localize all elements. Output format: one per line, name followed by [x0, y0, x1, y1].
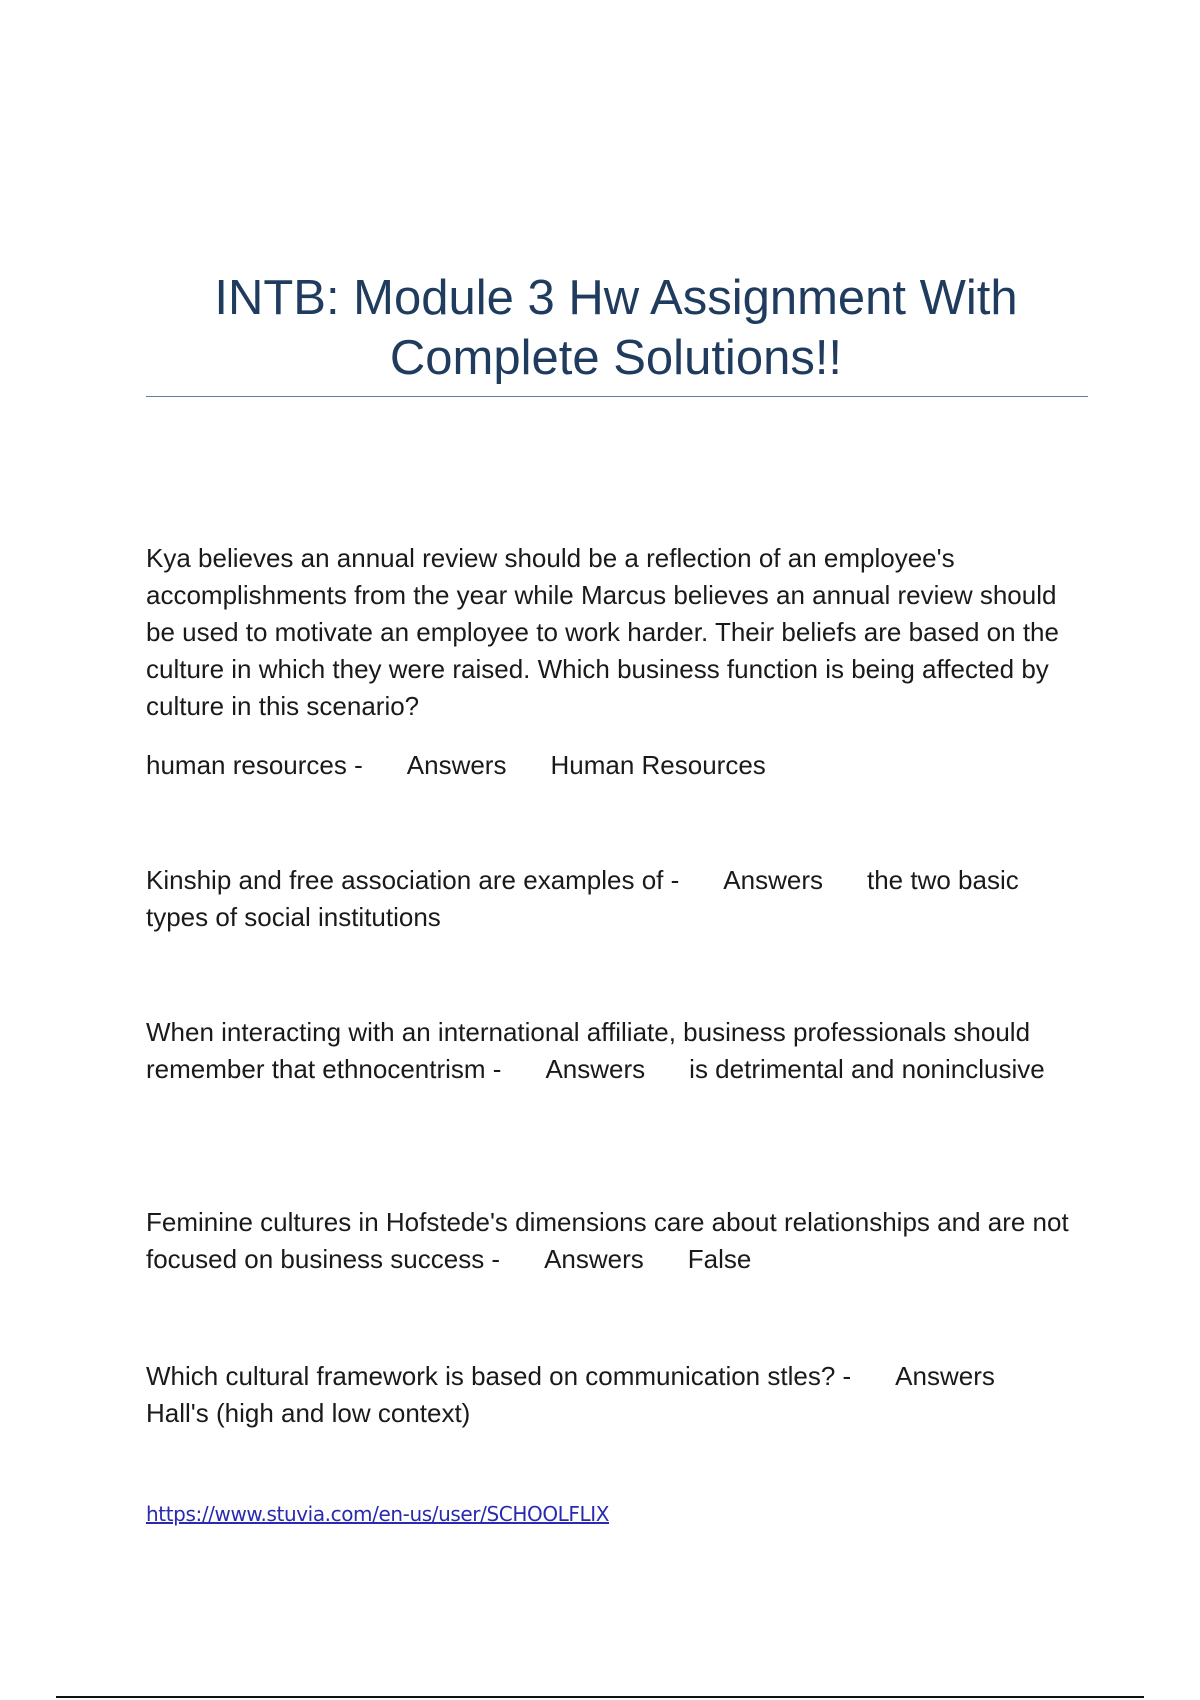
qa-2-prompt: Kinship and free association are examples of - [146, 865, 680, 895]
question-1-text: Kya believes an annual review should be a reflection of an employee's accomplishments from the year while Marcus believes an annual review should be used to motivate an employee to work harder. Their beliefs are based on the culture in which they were raised. Which business function is being affected by culture in this scenario? [146, 543, 1059, 721]
qa-item-1-answer-line [146, 747, 1086, 784]
qa-5-prompt: Which cultural framework is based on communication stles? - [146, 1361, 852, 1391]
qa-1-answer: Human Resources [550, 750, 766, 780]
qa-4-answer: False [687, 1244, 752, 1274]
qa-2-answers-label: Answers [723, 865, 823, 895]
qa-4-prompt: Feminine cultures in Hofstede's dimensions care about relationships and are not focused on business success - [146, 1207, 1069, 1274]
footer-divider [56, 1696, 1144, 1698]
qa-item-5 [146, 1358, 1086, 1432]
qa-1-prompt: human resources - [146, 750, 363, 780]
qa-5-answer: Hall's (high and low context) [146, 1398, 471, 1428]
qa-3-answer: is detrimental and noninclusive [689, 1054, 1045, 1084]
qa-item-4 [146, 1204, 1086, 1278]
qa-3-answers-label: Answers [545, 1054, 646, 1084]
qa-2-answer: the two basic types of social institutions [146, 865, 1019, 932]
qa-5-answers-label: Answers [895, 1361, 995, 1391]
seller-profile-link[interactable]: https://www.stuvia.com/en-us/user/SCHOOLFLIX [146, 1502, 610, 1526]
qa-item-2 [146, 862, 1086, 936]
document-title: INTB: Module 3 Hw Assignment With Complete Solutions!! [214, 271, 1018, 385]
qa-item-3 [146, 1014, 1086, 1088]
qa-4-answers-label: Answers [544, 1244, 644, 1274]
title-divider [146, 396, 1088, 397]
qa-1-answers-label: Answers [406, 750, 507, 780]
qa-3-prompt: When interacting with an international affiliate, business professionals should remember that ethnocentrism - [146, 1017, 1031, 1084]
